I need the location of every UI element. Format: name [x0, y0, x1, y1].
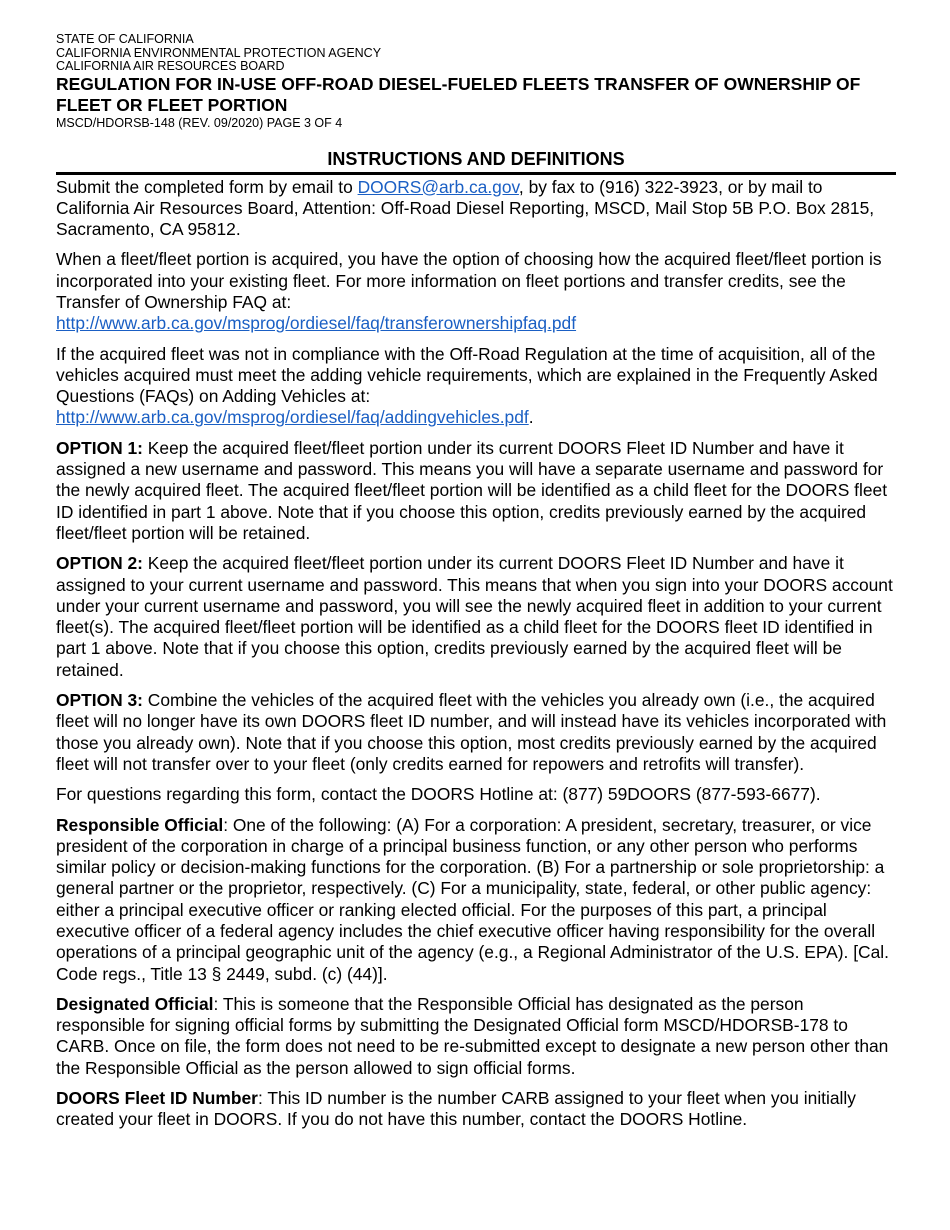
- fleet-portion-paragraph: [56, 249, 896, 334]
- option-2-text: Keep the acquired fleet/fleet portion under its current DOORS Fleet ID Number and have it assigned to your current username and password. This means that when you sign into your DOORS account under your current username and password, you will see the newly acquired fleet in addition to your current fleet(s). The acquired fleet/fleet portion will be identified as a child fleet for the DOORS fleet ID identified in part 1 above. Note that if you choose this option, credits previously earned by the acquired fleet will be retained.: [56, 553, 893, 680]
- transfer-faq-link[interactable]: http://www.arb.ca.gov/msprog/ordiesel/faq/transferownershipfaq.pdf: [56, 313, 577, 334]
- designated-official-term: Designated Official: [56, 993, 214, 1014]
- fleet-id-definition: [56, 1088, 896, 1131]
- noncompliance-paragraph: [56, 344, 896, 429]
- submit-paragraph: [56, 177, 896, 241]
- responsible-official-definition: [56, 815, 896, 985]
- option-2-paragraph: [56, 553, 896, 681]
- adding-vehicles-link[interactable]: http://www.arb.ca.gov/msprog/ordiesel/faq/addingvehicles.pdf: [56, 407, 529, 428]
- form-title: REGULATION FOR IN-USE OFF-ROAD DIESEL-FUELED FLEETS TRANSFER OF OWNERSHIP OF FLEET OR FLEET PORTION: [56, 73, 861, 115]
- option-2-label: OPTION 2:: [56, 553, 143, 574]
- option-3-text: Combine the vehicles of the acquired fleet with the vehicles you already own (i.e., the acquired fleet will no longer have its own DOORS fleet ID number, and will instead have its vehicles incorporated with those you already own). Note that if you choose this option, most credits previously earned by the acquired fleet will not transfer over to your fleet (only credits earned for repowers and retrofits will transfer).: [56, 690, 887, 774]
- email-link[interactable]: DOORS@arb.ca.gov: [357, 176, 519, 197]
- section-title: INSTRUCTIONS AND DEFINITIONS: [327, 148, 625, 169]
- designated-official-definition: [56, 994, 896, 1079]
- designated-official-text: : This is someone that the Responsible Official has designated as the person responsible for signing official forms by submitting the Designated Official form MSCD/HDORSB-178 to CARB. Once on file, the form does not need to be re-submitted except to designate a new person other than the Responsible Official as the person allowed to sign official forms.: [56, 993, 889, 1078]
- submit-text-before: Submit the completed form by email to: [56, 176, 358, 197]
- option-1-text: Keep the acquired fleet/fleet portion under its current DOORS Fleet ID Number and have it assigned a new username and password. This means you will have a separate username and password for the newly acquired fleet. The acquired fleet/fleet portion will be identified as a child fleet for the DOORS fleet ID identified in part 1 above. Note that if you choose this option, credits previously earned by the acquired fleet/fleet portion will be retained.: [56, 437, 888, 543]
- form-header: [56, 33, 896, 131]
- section-divider: [56, 172, 896, 175]
- option-3-paragraph: [56, 690, 896, 775]
- noncompliance-period: .: [528, 407, 534, 428]
- fleet-id-text: : This ID number is the number CARB assigned to your fleet when you initially created your fleet in DOORS. If you do not have this number, contact the DOORS Hotline.: [56, 1088, 856, 1130]
- responsible-official-text: : One of the following: (A) For a corporation: A president, secretary, treasurer, or vice president of the corporation in charge of a principal business function, or any other person who performs similar policy or decision-making functions for the corporation. (B) For a partnership or sole proprietorship: a general partner or the proprietor, respectively. (C) For a municipality, state, federal, or other public agency: either a principal executive officer or ranking elected official. For the purposes of this part, a principal executive officer of a federal agency includes the chief executive officer having responsibility for the overall operations of a principal geographic unit of the agency (e.g., a Regional Administrator of the U.S. EPA). [Cal. Code regs., Title 13 § 2449, subd. (c) (44)].: [56, 814, 889, 984]
- agency-line-calepa: CALIFORNIA ENVIRONMENTAL PROTECTION AGENCY: [56, 45, 382, 60]
- form-number: MSCD/HDORSB-148 (REV. 09/2020) PAGE 3 OF 4: [56, 115, 343, 130]
- instructions-body: [56, 177, 896, 1131]
- responsible-official-term: Responsible Official: [56, 814, 224, 835]
- agency-line-state: STATE OF CALIFORNIA: [56, 32, 194, 46]
- fleet-portion-text: When a fleet/fleet portion is acquired, you have the option of choosing how the acquired fleet/fleet portion is incorporated into your existing fleet. For more information on fleet portions and transfer credits, see the Transfer of Ownership FAQ at:: [56, 249, 882, 312]
- fleet-id-term: DOORS Fleet ID Number: [56, 1088, 258, 1109]
- option-1-label: OPTION 1:: [56, 437, 143, 458]
- agency-line-carb: CALIFORNIA AIR RESOURCES BOARD: [56, 59, 285, 73]
- noncompliance-text: If the acquired fleet was not in compliance with the Off-Road Regulation at the time of acquisition, all of the vehicles acquired must meet the adding vehicle requirements, which are explained in the Frequently Asked Questions (FAQs) on Adding Vehicles at:: [56, 343, 878, 407]
- option-1-paragraph: [56, 438, 896, 544]
- submit-text-after: , by fax to (916) 322-3923, or by mail to California Air Resources Board, Attention: Off-Road Diesel Reporting, MSCD, Mail Stop 5B P.O. Box 2815, Sacramento, CA 95812.: [56, 176, 875, 240]
- hotline-paragraph: For questions regarding this form, contact the DOORS Hotline at: (877) 59DOORS (877-593-6677).: [56, 784, 821, 805]
- document-page: [56, 33, 896, 1140]
- option-3-label: OPTION 3:: [56, 690, 143, 711]
